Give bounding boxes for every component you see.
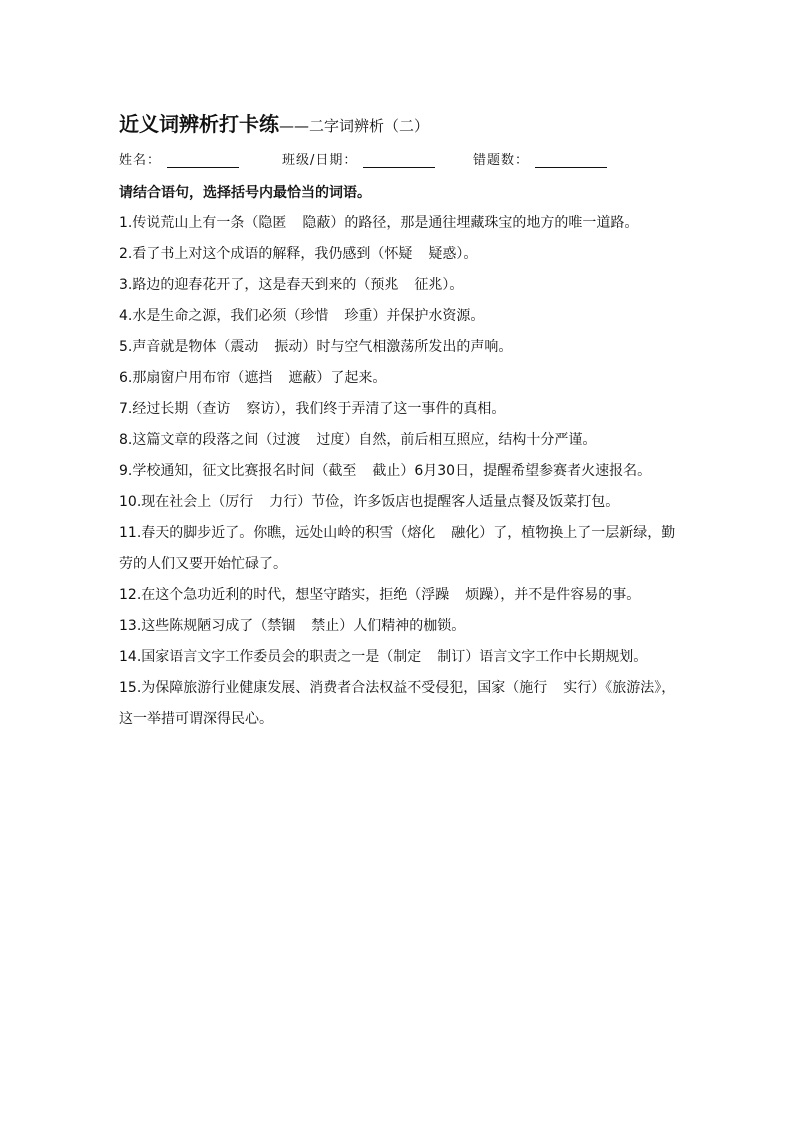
question-text-after: ）。 bbox=[442, 277, 464, 293]
question-text-after: ）。 bbox=[456, 246, 478, 262]
option-1: 制定 bbox=[393, 649, 422, 665]
instruction: 请结合语句，选择括号内最恰当的词语。 bbox=[119, 185, 371, 201]
option-2: 禁止 bbox=[311, 618, 340, 634]
option-2: 疑惑 bbox=[428, 246, 457, 262]
question-text-before: 2.看了书上对这个成语的解释，我仍感到（ bbox=[119, 246, 385, 262]
option-1: 查访 bbox=[202, 401, 231, 417]
class-date-label: 班级/日期： bbox=[282, 153, 358, 168]
question-text-before: 15.为保障旅游行业健康发展、消费者合法权益不受侵犯，国家（ bbox=[119, 680, 520, 696]
name-blank[interactable] bbox=[167, 153, 239, 168]
question-text-after: ），并不是件容易的事。 bbox=[493, 587, 641, 603]
question-item bbox=[119, 518, 689, 580]
option-1: 预兆 bbox=[370, 277, 399, 293]
class-date-blank[interactable] bbox=[363, 153, 435, 168]
option-2: 遮蔽 bbox=[288, 370, 317, 386]
question-text-after: ）人们精神的枷锁。 bbox=[339, 618, 466, 634]
question-text-before: 8.这篇文章的段落之间（ bbox=[119, 432, 273, 448]
question-text-before: 6.那扇窗户用布帘（ bbox=[119, 370, 245, 386]
question-text-before: 5.声音就是物体（ bbox=[119, 339, 231, 355]
option-2: 征兆 bbox=[414, 277, 443, 293]
question-item bbox=[119, 270, 689, 301]
question-text-after: ）的路径，那是通往埋藏珠宝的地方的唯一道路。 bbox=[330, 215, 639, 231]
question-item bbox=[119, 456, 689, 487]
question-text-before: 1.传说荒山上有一条（ bbox=[119, 215, 259, 231]
question-item bbox=[119, 332, 689, 363]
option-2: 融化 bbox=[451, 525, 480, 541]
question-text-after: ）6月30日，提醒希望参赛者火速报名。 bbox=[400, 463, 652, 479]
question-item bbox=[119, 673, 689, 735]
option-2: 制订 bbox=[437, 649, 466, 665]
worksheet-page bbox=[119, 108, 689, 735]
option-1: 熔化 bbox=[407, 525, 436, 541]
option-2: 实行 bbox=[563, 680, 592, 696]
question-text-after: ）了起来。 bbox=[316, 370, 387, 386]
question-text-before: 9.学校通知，征文比赛报名时间（ bbox=[119, 463, 329, 479]
question-text-after: ）了，植物换上了一层新绿，勤劳的人们又要开始忙碌了。 bbox=[119, 525, 676, 572]
option-1: 过渡 bbox=[272, 432, 301, 448]
question-text-before: 4.水是生命之源，我们必须（ bbox=[119, 308, 301, 324]
question-text-before: 7.经过长期（ bbox=[119, 401, 203, 417]
title-main: 近义词辨析打卡练 bbox=[119, 112, 279, 136]
question-item bbox=[119, 487, 689, 518]
name-label: 姓名： bbox=[119, 153, 162, 168]
question-text-before: 11.春天的脚步近了。你瞧，远处山岭的积雪（ bbox=[119, 525, 408, 541]
option-2: 力行 bbox=[269, 494, 298, 510]
question-item bbox=[119, 301, 689, 332]
option-1: 珍惜 bbox=[300, 308, 329, 324]
question-item bbox=[119, 363, 689, 394]
error-count-label: 错题数： bbox=[473, 153, 530, 168]
question-text-before: 3.路边的迎春花开了，这是春天到来的（ bbox=[119, 277, 371, 293]
option-1: 截至 bbox=[328, 463, 357, 479]
class-date-field bbox=[282, 144, 473, 168]
option-1: 施行 bbox=[519, 680, 548, 696]
question-item bbox=[119, 394, 689, 425]
question-text-after: ）时与空气相激荡所发出的声响。 bbox=[302, 339, 513, 355]
option-1: 厉行 bbox=[225, 494, 254, 510]
option-2: 截止 bbox=[372, 463, 401, 479]
question-list bbox=[119, 208, 689, 735]
question-item bbox=[119, 208, 689, 239]
option-1: 禁锢 bbox=[267, 618, 296, 634]
option-2: 察访 bbox=[246, 401, 275, 417]
option-1: 震动 bbox=[230, 339, 259, 355]
question-text-after: ）并保护水资源。 bbox=[372, 308, 485, 324]
question-text-before: 14.国家语言文字工作委员会的职责之一是（ bbox=[119, 649, 394, 665]
option-2: 振动 bbox=[274, 339, 303, 355]
question-text-after: ），我们终于弄清了这一事件的真相。 bbox=[274, 401, 506, 417]
option-1: 浮躁 bbox=[421, 587, 450, 603]
name-field bbox=[119, 144, 282, 168]
error-count-blank[interactable] bbox=[535, 153, 607, 168]
option-2: 过度 bbox=[316, 432, 345, 448]
question-item bbox=[119, 611, 689, 642]
question-text-after: ）节俭，许多饭店也提醒客人适量点餐及饭菜打包。 bbox=[297, 494, 620, 510]
option-1: 怀疑 bbox=[384, 246, 413, 262]
option-2: 烦躁 bbox=[465, 587, 494, 603]
page-title bbox=[119, 108, 689, 136]
question-item bbox=[119, 642, 689, 673]
question-text-after: ）语言文字工作中长期规划。 bbox=[465, 649, 648, 665]
student-info-row bbox=[119, 144, 689, 168]
question-item bbox=[119, 239, 689, 270]
option-1: 遮挡 bbox=[244, 370, 273, 386]
question-item bbox=[119, 425, 689, 456]
title-sub: ——二字词辨析（二） bbox=[279, 117, 430, 135]
question-text-after: ）自然，前后相互照应，结构十分严谨。 bbox=[344, 432, 597, 448]
question-text-before: 10.现在社会上（ bbox=[119, 494, 226, 510]
option-1: 隐匿 bbox=[258, 215, 287, 231]
question-item bbox=[119, 580, 689, 611]
option-2: 珍重 bbox=[344, 308, 373, 324]
question-text-after: ）《旅游法》，这一举措可谓深得民心。 bbox=[119, 680, 676, 727]
question-text-before: 12.在这个急功近利的时代，想坚守踏实，拒绝（ bbox=[119, 587, 422, 603]
option-2: 隐蔽 bbox=[302, 215, 331, 231]
error-count-field bbox=[473, 144, 607, 168]
question-text-before: 13.这些陈规陋习成了（ bbox=[119, 618, 268, 634]
